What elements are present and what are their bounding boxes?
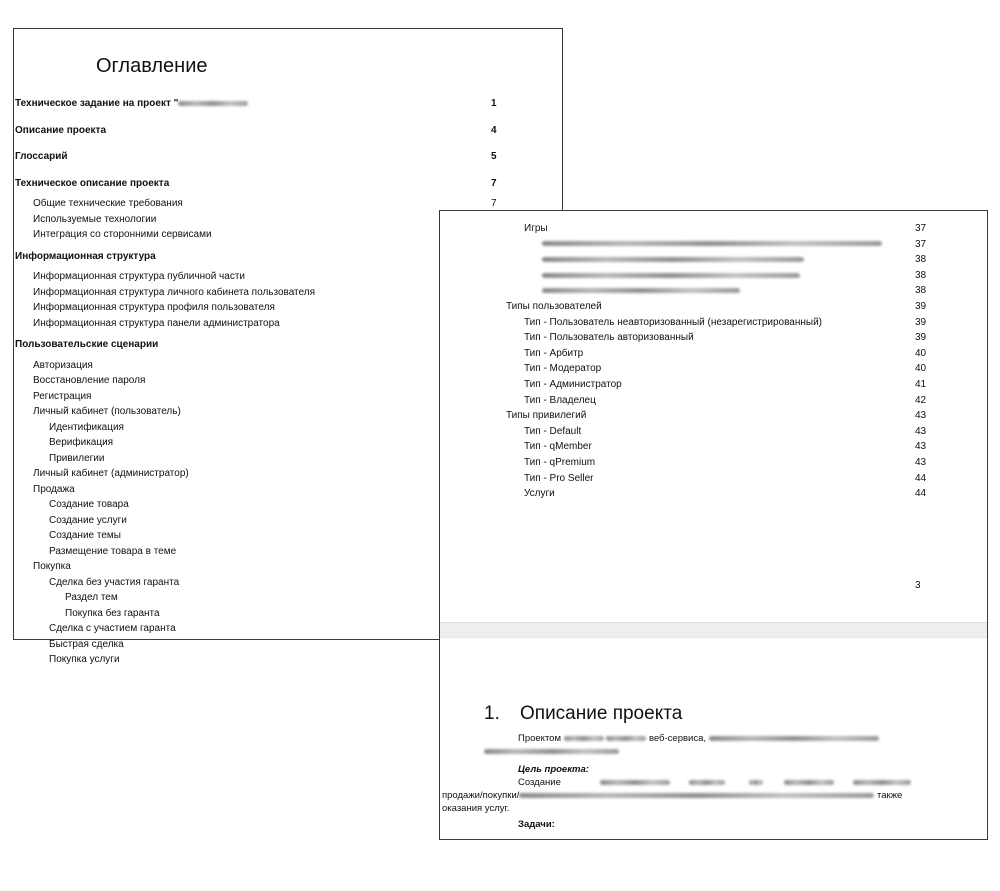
toc-entry-label: Раздел тем <box>65 592 118 603</box>
paragraph-line-3 <box>518 777 911 789</box>
toc-entry-label: Информационная структура панели администратора <box>33 317 280 329</box>
paragraph-start: Проектом <box>518 733 562 744</box>
toc-entry-label: Тип - Pro Seller <box>524 472 594 484</box>
sales-text: продажи/покупки/ <box>442 790 520 801</box>
toc-entry[interactable] <box>33 228 505 242</box>
toc-entry-label: Продажа <box>33 483 75 495</box>
toc-entry-label: Информационная структура личного кабинета пользователя <box>33 286 316 298</box>
section-number: 1. <box>484 703 500 724</box>
toc-entry[interactable] <box>49 653 505 667</box>
toc-entry[interactable] <box>33 390 505 404</box>
toc-entry-label: Техническое задание на проект " <box>15 97 248 111</box>
redacted-text <box>749 780 763 785</box>
toc-entry-page: 40 <box>915 363 927 375</box>
toc-entry[interactable] <box>33 301 505 315</box>
toc-entry-page: 4 <box>491 124 497 136</box>
toc-entry[interactable] <box>49 576 505 590</box>
toc-entry-label: Общие технические требования <box>33 198 183 209</box>
toc-entry-label <box>542 284 740 298</box>
redacted-text <box>542 273 800 278</box>
toc-entry-label: Глоссарий <box>15 151 68 162</box>
toc-entry[interactable] <box>49 452 505 466</box>
toc-entry-label: Пользовательские сценарии <box>15 339 159 350</box>
toc-entry-label: Информационная структура <box>15 250 156 262</box>
toc-entry-label: Покупка без гаранта <box>65 607 160 619</box>
section-heading <box>484 703 682 725</box>
toc-entry[interactable] <box>524 378 929 392</box>
redacted-text <box>709 736 879 741</box>
redacted-text <box>178 101 248 106</box>
toc-entry[interactable] <box>524 394 929 408</box>
toc-entry-page: 43 <box>915 410 927 422</box>
toc-entry[interactable] <box>33 197 505 211</box>
toc-entry-label: Верификация <box>49 437 114 448</box>
toc-entry[interactable] <box>15 150 505 164</box>
toc-entry[interactable] <box>33 374 505 388</box>
toc-entry-label: Интеграция со сторонними сервисами <box>33 229 212 240</box>
toc-entry-label: Личный кабинет (пользователь) <box>33 406 181 417</box>
goal-label: Цель проекта: <box>518 764 589 775</box>
toc-entry[interactable] <box>49 498 505 512</box>
toc-entry-page: 44 <box>915 488 927 500</box>
toc-entry-page: 7 <box>491 198 497 209</box>
toc-entry-page: 7 <box>491 177 497 189</box>
toc-entry-page: 42 <box>915 394 927 406</box>
sales-end-text: также <box>876 790 903 801</box>
toc-entry-page: 43 <box>915 441 927 453</box>
toc-entry[interactable] <box>33 560 505 574</box>
toc-entry[interactable] <box>33 359 505 373</box>
toc-entry-page: 38 <box>915 254 927 266</box>
toc-entry-label: Авторизация <box>33 359 93 371</box>
toc-entry-label: Описание проекта <box>15 124 107 136</box>
toc-entry-label: Информационная структура профиля пользователя <box>33 302 275 313</box>
toc-entry-label: Техническое описание проекта <box>15 177 170 189</box>
toc-entry[interactable] <box>506 409 929 423</box>
toc-entry[interactable] <box>542 238 929 252</box>
toc-entry[interactable] <box>49 436 505 450</box>
section-title: Описание проекта <box>520 703 683 724</box>
toc-entry[interactable] <box>524 222 929 236</box>
toc-entry-page: 39 <box>915 301 927 312</box>
toc-entry-label: Быстрая сделка <box>49 638 124 650</box>
page-number: 3 <box>915 580 921 591</box>
toc-entry-label: Тип - Владелец <box>524 394 596 406</box>
toc-entry[interactable] <box>524 362 929 376</box>
redacted-text <box>606 736 646 741</box>
toc-entry[interactable] <box>33 270 505 284</box>
toc-entry-label: Регистрация <box>33 390 92 402</box>
toc-entry-label: Тип - Default <box>524 425 582 437</box>
creation-word: Создание <box>518 777 561 788</box>
toc-entry-label: Восстановление пароля <box>33 375 146 386</box>
redacted-text <box>542 241 882 246</box>
redacted-text <box>564 736 604 741</box>
toc-entry[interactable] <box>33 405 505 419</box>
toc-entry[interactable] <box>524 487 929 501</box>
toc-entry[interactable] <box>524 472 929 486</box>
toc-entry-label: Игры <box>524 223 548 234</box>
document-page <box>439 210 988 840</box>
toc-entry-label: Сделка с участием гаранта <box>49 623 176 634</box>
toc-entry-label <box>542 269 800 283</box>
redacted-text <box>542 257 804 262</box>
toc-entry[interactable] <box>15 97 505 111</box>
toc-entry-label: Привилегии <box>49 452 105 464</box>
toc-entry-label: Сделка без участия гаранта <box>49 576 180 588</box>
toc-entry[interactable] <box>506 300 929 314</box>
toc-entry-page: 39 <box>915 332 927 344</box>
toc-entry[interactable] <box>15 338 505 352</box>
toc-entry[interactable] <box>524 331 929 345</box>
toc-entry[interactable] <box>33 317 505 331</box>
toc-entry-label <box>542 253 804 267</box>
toc-entry-page: 37 <box>915 223 927 234</box>
toc-entry[interactable] <box>49 622 505 636</box>
redacted-text <box>689 780 725 785</box>
toc-entry-label <box>542 238 882 252</box>
toc-entry-label: Тип - qMember <box>524 441 592 453</box>
toc-entry[interactable] <box>524 440 929 454</box>
toc-entry-page: 43 <box>915 425 927 437</box>
toc-entry-label: Тип - Пользователь неавторизованный (незарегистрированный) <box>524 316 822 328</box>
toc-entry-label: Тип - Модератор <box>524 363 602 375</box>
toc-entry[interactable] <box>49 514 505 528</box>
toc-entry[interactable] <box>524 347 929 361</box>
toc-entry-page: 43 <box>915 457 927 468</box>
redacted-text <box>600 780 670 785</box>
toc-entry[interactable] <box>49 529 505 543</box>
toc-entry-label: Создание услуги <box>49 514 127 526</box>
toc-entry-label: Типы привилегий <box>506 410 587 422</box>
toc-entry-label: Покупка услуги <box>49 654 120 665</box>
toc-entry[interactable] <box>542 284 929 298</box>
toc-entry-label: Тип - Пользователь авторизованный <box>524 332 694 344</box>
redacted-text <box>784 780 834 785</box>
paragraph-mid: веб-сервиса, <box>648 733 707 744</box>
toc-entry-label: Информационная структура публичной части <box>33 271 245 282</box>
paragraph-line-4 <box>442 790 902 802</box>
toc-entry-page: 38 <box>915 285 927 297</box>
toc-entry-label: Тип - Арбитр <box>524 347 584 359</box>
page-break <box>440 622 987 638</box>
paragraph-line-2 <box>484 746 619 758</box>
toc-entry[interactable] <box>15 177 505 191</box>
redacted-text <box>484 749 619 754</box>
toc-entry[interactable] <box>524 316 929 330</box>
toc-entry-page: 39 <box>915 316 927 328</box>
toc-entry-page: 44 <box>915 472 927 484</box>
toc-entry-label: Размещение товара в теме <box>49 545 177 557</box>
toc-entry[interactable] <box>49 638 505 652</box>
toc-entry-label: Используемые технологии <box>33 213 157 225</box>
toc-title: Оглавление <box>96 55 208 77</box>
toc-entry[interactable] <box>33 483 505 497</box>
toc-entry-page: 38 <box>915 269 927 281</box>
toc-entry[interactable] <box>524 425 929 439</box>
toc-entry-label: Тип - Администратор <box>524 379 622 390</box>
toc-entry[interactable] <box>15 250 505 264</box>
redacted-text <box>853 780 911 785</box>
redacted-text <box>519 793 874 798</box>
toc-entry-page: 40 <box>915 347 927 359</box>
toc-entry-page: 41 <box>915 379 927 390</box>
toc-entry-label: Услуги <box>524 488 555 500</box>
toc-entry-label: Создание темы <box>49 530 121 541</box>
toc-entry[interactable] <box>542 269 929 283</box>
toc-entry-label: Тип - qPremium <box>524 457 596 468</box>
toc-entry-label: Покупка <box>33 561 71 572</box>
toc-entry-label: Идентификация <box>49 421 124 433</box>
redacted-text <box>542 288 740 293</box>
toc-entry-label: Личный кабинет (администратор) <box>33 468 189 479</box>
toc-entry[interactable] <box>33 213 505 227</box>
toc-entry-page: 37 <box>915 238 927 250</box>
toc-entry[interactable] <box>542 253 929 267</box>
toc-entry-page: 5 <box>491 151 497 162</box>
toc-entry[interactable] <box>15 124 505 138</box>
paragraph-line-1 <box>518 733 879 745</box>
toc-entry-page: 1 <box>491 98 497 109</box>
tasks-label: Задачи: <box>518 819 555 830</box>
toc-entry[interactable] <box>524 456 929 470</box>
toc-entry[interactable] <box>49 545 505 559</box>
toc-entry-label: Типы пользователей <box>506 301 602 312</box>
toc-entry[interactable] <box>33 286 505 300</box>
paragraph-line-5: оказания услуг. <box>442 803 510 814</box>
toc-entry[interactable] <box>33 467 505 481</box>
toc-entry-label: Создание товара <box>49 499 129 510</box>
toc-entry[interactable] <box>49 421 505 435</box>
